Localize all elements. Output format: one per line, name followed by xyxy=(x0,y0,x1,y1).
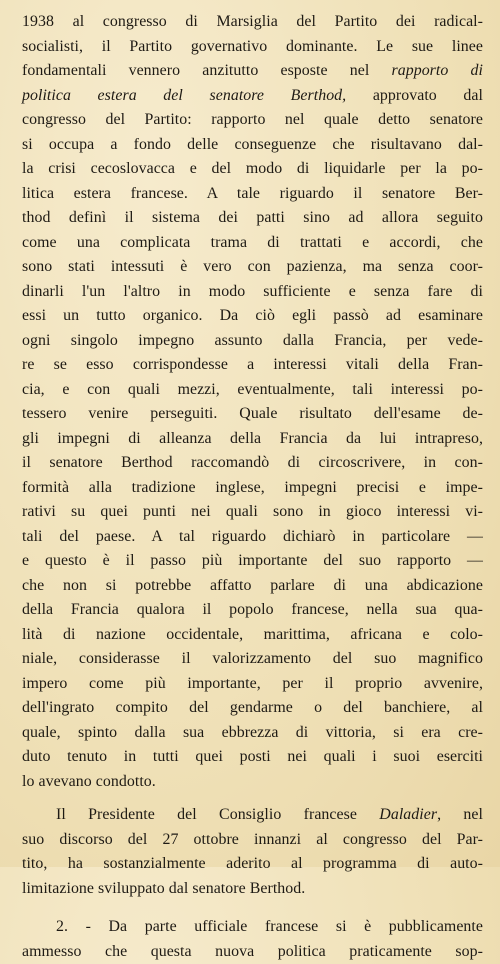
text-line: essi un tutto organico. Da ciò egli passò ad esaminare xyxy=(22,304,483,329)
paragraph-spacer xyxy=(22,901,483,915)
text-line: tessero venire perseguiti. Quale risultato dell'esame de- xyxy=(22,402,483,427)
text-line: ammesso che questa nuova politica praticamente sop- xyxy=(22,940,483,964)
text-line: e questo è il passo più importante del suo rapporto — xyxy=(22,549,483,574)
paragraph-spacer xyxy=(22,794,483,803)
text-line: si occupa a fondo delle conseguenze che risultavano dal- xyxy=(22,133,483,158)
paragraph-3 xyxy=(22,915,483,964)
text-line: congresso del Partito: rapporto nel quale detto senatore xyxy=(22,108,483,133)
text-line: duto tenuto in tutti quei posti nei quali i suoi eserciti xyxy=(22,745,483,770)
text-line: 1938 al congresso di Marsiglia del Partito dei radical- xyxy=(22,10,483,35)
text-line: che non si potrebbe affatto parlare di una abdicazione xyxy=(22,574,483,599)
text-line: formità alla tradizione inglese, impegni precisi e impe- xyxy=(22,476,483,501)
text-line: tito, ha sostanzialmente aderito al programma di auto- xyxy=(22,852,483,877)
text-line: la crisi cecoslovacca e del modo di liquidarle per la po- xyxy=(22,157,483,182)
text-line: limitazione sviluppato dal senatore Berthod. xyxy=(22,877,483,902)
text-line: della Francia qualora il popolo francese, nella sua qua- xyxy=(22,598,483,623)
text-line: cia, e con quali mezzi, eventualmente, tali interessi po- xyxy=(22,378,483,403)
text-line: gli impegni di alleanza della Francia da lui intrapreso, xyxy=(22,427,483,452)
italic-title: rapporto di xyxy=(391,62,483,79)
italic-name: Daladier xyxy=(379,806,437,823)
text-line: dell'ingrato compito del gendarme o del banchiere, al xyxy=(22,696,483,721)
text-line: sono stati intessuti è vero con pazienza, ma senza coor- xyxy=(22,255,483,280)
text-line: il senatore Berthod raccomandò di circoscrivere, in con- xyxy=(22,451,483,476)
italic-title: politica estera del senatore Berthod, xyxy=(22,87,346,104)
text-line: lità di nazione occidentale, marittima, africana e colo- xyxy=(22,623,483,648)
paragraph-2 xyxy=(22,803,483,901)
text-line: tali del paese. A tal riguardo dichiarò in particolare — xyxy=(22,525,483,550)
text-line: politica estera del senatore Berthod, approvato dal xyxy=(22,84,483,109)
text-line: suo discorso del 27 ottobre innanzi al congresso del Par- xyxy=(22,828,483,853)
text-line: quale, spinto dalla sua ebbrezza di vittoria, si era cre- xyxy=(22,721,483,746)
text-line: fondamentali vennero anzitutto esposte nel rapporto di xyxy=(22,59,483,84)
text-line: lo avevano condotto. xyxy=(22,770,483,795)
text-line: 2. - Da parte ufficiale francese si è pubblicamente xyxy=(22,915,483,940)
text-line: re se esso corrispondesse a interessi vitali della Fran- xyxy=(22,353,483,378)
text-line: Il Presidente del Consiglio francese Daladier, nel xyxy=(22,803,483,828)
text-line: come una complicata trama di trattati e accordi, che xyxy=(22,231,483,256)
text-line: dinarli l'un l'altro in modo sufficiente e senza fare di xyxy=(22,280,483,305)
text-line: ogni singolo impegno assunto dalla Francia, per vede- xyxy=(22,329,483,354)
text-line: niale, considerasse il valorizzamento del suo magnifico xyxy=(22,647,483,672)
text-line: litica estera francese. A tale riguardo il senatore Ber- xyxy=(22,182,483,207)
text-line: impero come più importante, per il proprio avvenire, xyxy=(22,672,483,697)
text-line: rativi su quei punti nei quali sono in gioco interessi vi- xyxy=(22,500,483,525)
paragraph-1 xyxy=(22,10,483,794)
text-line: thod definì il sistema dei patti sino ad allora seguito xyxy=(22,206,483,231)
text-line: socialisti, il Partito governativo dominante. Le sue linee xyxy=(22,35,483,60)
